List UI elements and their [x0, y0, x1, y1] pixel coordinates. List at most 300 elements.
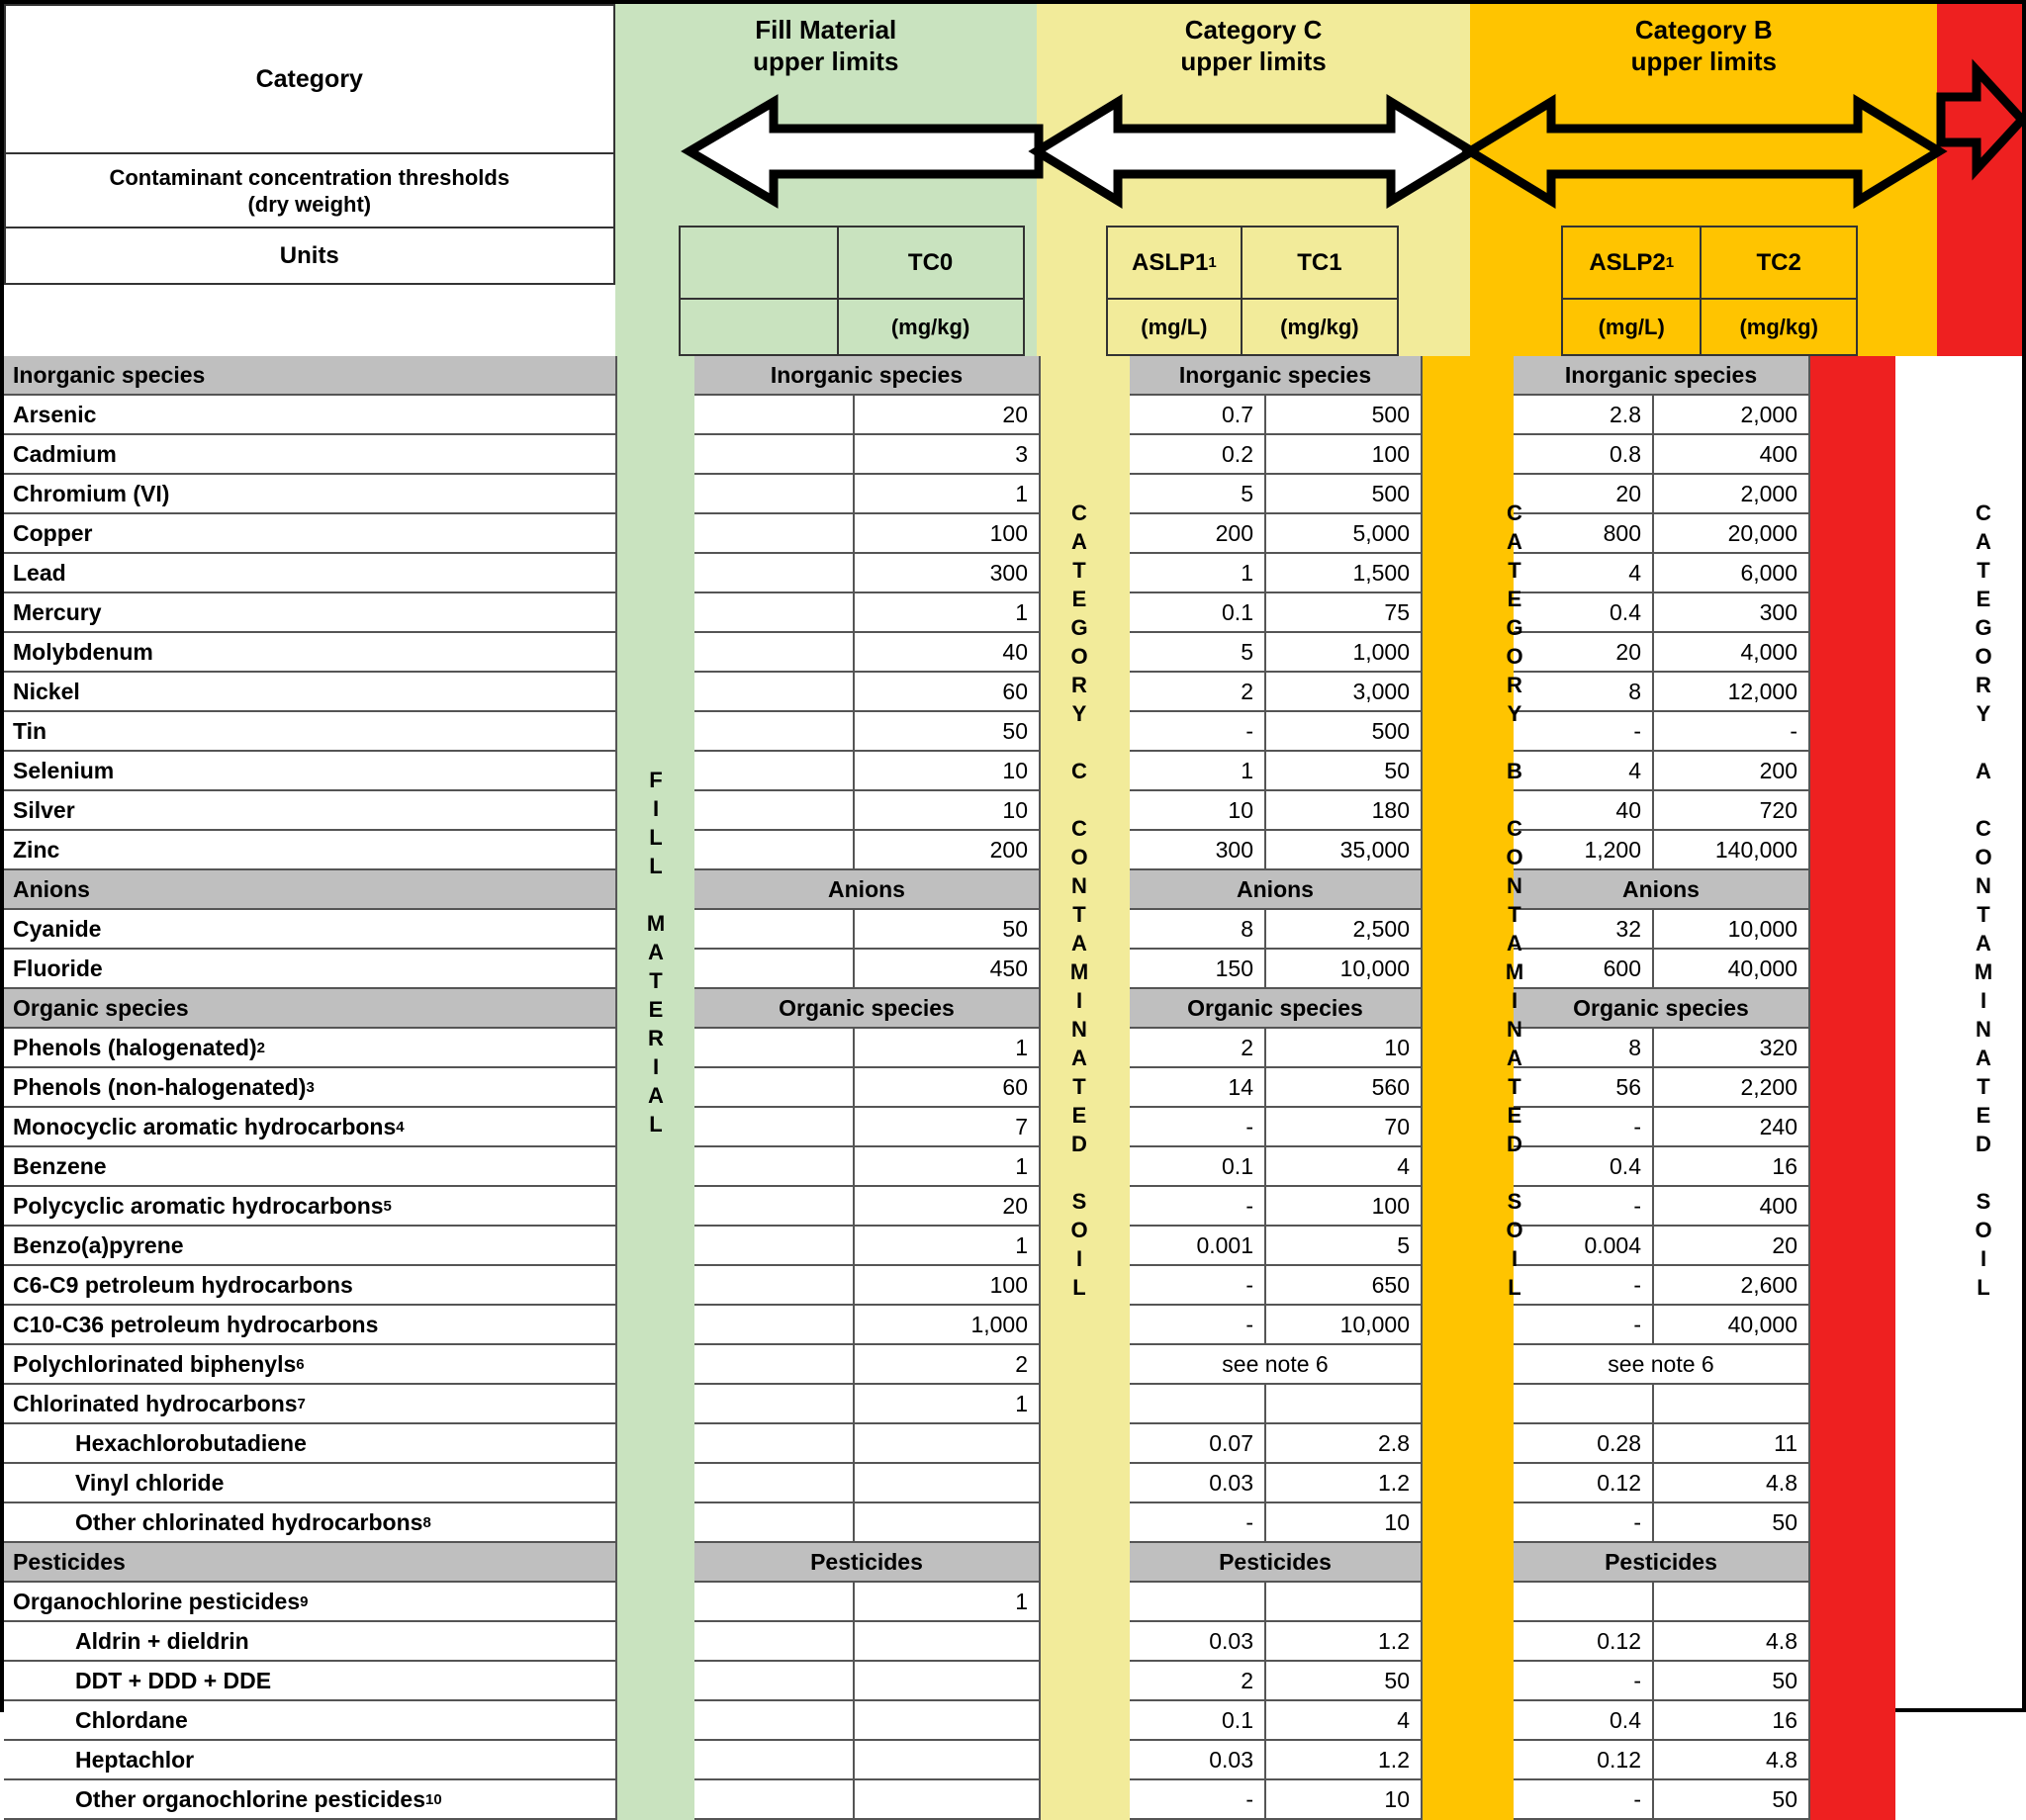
fill-strip — [617, 514, 694, 554]
catc-strip — [1041, 1424, 1130, 1464]
tc0-value: 40 — [855, 633, 1041, 673]
tc1-value: 50 — [1266, 1662, 1423, 1701]
catb-strip — [1423, 989, 1514, 1029]
fill-arrow-area — [615, 77, 1037, 226]
fill-blank-cell — [694, 950, 855, 989]
tc0-value: 1 — [855, 593, 1041, 633]
table-row — [4, 1424, 2022, 1464]
fill-blank-cell — [694, 1622, 855, 1662]
footnote-marker: 8 — [422, 1513, 431, 1531]
tc1-value: 5,000 — [1266, 514, 1423, 554]
tc1-value: 10,000 — [1266, 1306, 1423, 1345]
row-label: Fluoride — [4, 950, 617, 989]
aslp1-value: 0.07 — [1130, 1424, 1266, 1464]
cata-strip — [1810, 950, 1895, 989]
catc-strip — [1041, 356, 1130, 396]
tc0-value: 3 — [855, 435, 1041, 475]
fill-blank-cell — [694, 1424, 855, 1464]
cata-strip — [1810, 1227, 1895, 1266]
row-label: Mercury — [4, 593, 617, 633]
fill-blank-cell — [694, 1662, 855, 1701]
fill-blank-cell — [694, 514, 855, 554]
tc2-value: 720 — [1654, 791, 1810, 831]
tc2-value: 10,000 — [1654, 910, 1810, 950]
table-row — [4, 950, 2022, 989]
catc-strip — [1041, 1306, 1130, 1345]
aslp1-value: 0.03 — [1130, 1741, 1266, 1780]
catc-strip — [1041, 1068, 1130, 1108]
tc1-value: 50 — [1266, 752, 1423, 791]
catb-title-line-2: upper limits — [1630, 46, 1777, 76]
aslp2-value: 0.12 — [1514, 1622, 1654, 1662]
cata-strip — [1810, 1622, 1895, 1662]
cata-strip — [1810, 1187, 1895, 1227]
catc-strip — [1041, 1543, 1130, 1583]
fill-strip — [617, 1266, 694, 1306]
group-label-fill: Pesticides — [694, 1543, 1041, 1583]
table-row — [4, 1345, 2022, 1385]
tc1-value: 10 — [1266, 1029, 1423, 1068]
table-row — [4, 791, 2022, 831]
catc-strip — [1041, 1227, 1130, 1266]
cata-strip — [1810, 1068, 1895, 1108]
tc1-value: 75 — [1266, 593, 1423, 633]
row-label: Phenols (halogenated) 2 — [4, 1029, 617, 1068]
tc2-value: 320 — [1654, 1029, 1810, 1068]
thresholds-line-1: Contaminant concentration thresholds — [109, 164, 510, 190]
catb-strip — [1423, 1503, 1514, 1543]
tc1-value: 10 — [1266, 1503, 1423, 1543]
header-category-a — [1937, 4, 2022, 356]
row-label: Cyanide — [4, 910, 617, 950]
catc-strip — [1041, 1741, 1130, 1780]
cata-strip — [1810, 356, 1895, 396]
catc-title-line-1: Category C — [1184, 15, 1323, 45]
catb-strip — [1423, 475, 1514, 514]
tc2-value: 2,000 — [1654, 396, 1810, 435]
row-label: Vinyl chloride — [4, 1464, 617, 1503]
fill-strip — [617, 1662, 694, 1701]
tc1-value — [1266, 1583, 1423, 1622]
tc0-value: 1 — [855, 1029, 1041, 1068]
tc1-value: 2.8 — [1266, 1424, 1423, 1464]
group-label-category: Inorganic species — [4, 356, 617, 396]
catc-strip — [1041, 1187, 1130, 1227]
catc-strip — [1041, 910, 1130, 950]
vertical-label-fill-material: F I L L M A T E R I A L — [646, 768, 666, 1137]
row-label: Tin — [4, 712, 617, 752]
aslp1-value: 0.001 — [1130, 1227, 1266, 1266]
tc0-value: 10 — [855, 791, 1041, 831]
aslp1-value: 8 — [1130, 910, 1266, 950]
aslp2-value: 4 — [1514, 554, 1654, 593]
cata-strip — [1810, 989, 1895, 1029]
cata-strip — [1810, 1029, 1895, 1068]
aslp2-value: 8 — [1514, 673, 1654, 712]
cata-strip — [1810, 1780, 1895, 1820]
tc0-value — [855, 1622, 1041, 1662]
aslp1-value: - — [1130, 1108, 1266, 1147]
row-label: Benzo(a)pyrene — [4, 1227, 617, 1266]
tc0-value: 1 — [855, 1147, 1041, 1187]
tc1-value: 560 — [1266, 1068, 1423, 1108]
row-label: C6-C9 petroleum hydrocarbons — [4, 1266, 617, 1306]
fill-strip — [617, 1306, 694, 1345]
tc0-value: 100 — [855, 1266, 1041, 1306]
aslp2-value: 32 — [1514, 910, 1654, 950]
cata-strip — [1810, 633, 1895, 673]
tc0-value — [855, 1780, 1041, 1820]
group-label-category: Anions — [4, 870, 617, 910]
cata-strip — [1810, 1385, 1895, 1424]
catb-strip — [1423, 1029, 1514, 1068]
fill-blank-cell — [694, 554, 855, 593]
tc2-value: 50 — [1654, 1503, 1810, 1543]
catb-strip — [1423, 712, 1514, 752]
fill-blank-cell — [694, 1464, 855, 1503]
catc-unit-tc1: (mg/kg) — [1243, 300, 1399, 356]
catb-strip — [1423, 673, 1514, 712]
fill-blank-cell — [694, 1780, 855, 1820]
row-label: Chromium (VI) — [4, 475, 617, 514]
tc1-value: 4 — [1266, 1147, 1423, 1187]
aslp1-value: - — [1130, 712, 1266, 752]
aslp2-value: 1,200 — [1514, 831, 1654, 870]
aslp2-value — [1514, 1385, 1654, 1424]
catc-strip — [1041, 791, 1130, 831]
fill-strip — [617, 1345, 694, 1385]
fill-strip — [617, 831, 694, 870]
tc2-value: 40,000 — [1654, 1306, 1810, 1345]
table-group-row — [4, 356, 2022, 396]
tc1-value: 500 — [1266, 475, 1423, 514]
fill-title-line-1: Fill Material — [755, 15, 897, 45]
tc0-value: 1,000 — [855, 1306, 1041, 1345]
fill-strip — [617, 752, 694, 791]
row-label: DDT + DDD + DDE — [4, 1662, 617, 1701]
cata-strip — [1810, 435, 1895, 475]
group-label-fill: Inorganic species — [694, 356, 1041, 396]
fill-strip — [617, 1227, 694, 1266]
catb-strip — [1423, 435, 1514, 475]
catb-note-cell: see note 6 — [1514, 1345, 1810, 1385]
catc-sub-aslp1: ASLP1 1 — [1106, 226, 1243, 300]
fill-strip — [617, 633, 694, 673]
fill-strip — [617, 712, 694, 752]
footnote-marker: 9 — [300, 1592, 309, 1610]
fill-blank-cell — [694, 791, 855, 831]
table-row — [4, 752, 2022, 791]
tc2-value: 20,000 — [1654, 514, 1810, 554]
catb-strip — [1423, 791, 1514, 831]
tc0-value: 50 — [855, 910, 1041, 950]
catc-strip — [1041, 870, 1130, 910]
catc-unit-aslp1: (mg/L) — [1106, 300, 1243, 356]
catc-strip — [1041, 593, 1130, 633]
fill-strip — [617, 989, 694, 1029]
fill-blank-cell — [694, 910, 855, 950]
fill-blank-cell — [694, 1108, 855, 1147]
aslp2-value: - — [1514, 1306, 1654, 1345]
tc2-value: 300 — [1654, 593, 1810, 633]
group-label-catb: Inorganic species — [1514, 356, 1810, 396]
tc0-value: 20 — [855, 396, 1041, 435]
catb-strip — [1423, 1741, 1514, 1780]
aslp2-value: 800 — [1514, 514, 1654, 554]
aslp2-value: - — [1514, 1187, 1654, 1227]
row-label: Hexachlorobutadiene — [4, 1424, 617, 1464]
catc-strip — [1041, 1622, 1130, 1662]
fill-unit-blank — [679, 300, 839, 356]
catc-strip — [1041, 1780, 1130, 1820]
table-row — [4, 633, 2022, 673]
catb-strip — [1423, 1147, 1514, 1187]
catc-arrow-area — [1037, 77, 1470, 226]
catc-sub-tc1: TC1 — [1243, 226, 1399, 300]
catb-strip — [1423, 1306, 1514, 1345]
fill-blank-cell — [694, 475, 855, 514]
aslp1-value: 14 — [1130, 1068, 1266, 1108]
table-row — [4, 514, 2022, 554]
aslp2-value: - — [1514, 1662, 1654, 1701]
row-label: Molybdenum — [4, 633, 617, 673]
group-label-category: Organic species — [4, 989, 617, 1029]
cata-strip — [1810, 1701, 1895, 1741]
catb-strip — [1423, 1424, 1514, 1464]
cata-arrow-area — [1937, 46, 2022, 194]
catc-strip — [1041, 673, 1130, 712]
cata-strip — [1810, 396, 1895, 435]
tc2-value: 400 — [1654, 1187, 1810, 1227]
fill-strip — [617, 435, 694, 475]
tc1-value: 1.2 — [1266, 1464, 1423, 1503]
tc2-value: 140,000 — [1654, 831, 1810, 870]
fill-strip — [617, 1503, 694, 1543]
group-label-fill: Anions — [694, 870, 1041, 910]
vertical-label-category-a: C A T E G O R Y A C O N T A M I N A T E D S O I L — [1974, 500, 1993, 1300]
tc0-value — [855, 1464, 1041, 1503]
fill-strip — [617, 1108, 694, 1147]
aslp1-value — [1130, 1583, 1266, 1622]
fill-blank-cell — [694, 1266, 855, 1306]
table-row — [4, 1701, 2022, 1741]
tc1-value: 180 — [1266, 791, 1423, 831]
aslp2-value: - — [1514, 1108, 1654, 1147]
table-row — [4, 1662, 2022, 1701]
row-label: Chlordane — [4, 1701, 617, 1741]
tc2-value: 200 — [1654, 752, 1810, 791]
catc-strip — [1041, 396, 1130, 435]
fill-strip — [617, 1780, 694, 1820]
fill-strip — [617, 1147, 694, 1187]
cata-strip — [1810, 1464, 1895, 1503]
fill-strip — [617, 791, 694, 831]
aslp2-value: 8 — [1514, 1029, 1654, 1068]
tc1-value: 650 — [1266, 1266, 1423, 1306]
catc-strip — [1041, 989, 1130, 1029]
group-label-catc: Pesticides — [1130, 1543, 1423, 1583]
row-label: Monocyclic aromatic hydrocarbons 4 — [4, 1108, 617, 1147]
row-label: Organochlorine pesticides 9 — [4, 1583, 617, 1622]
fill-blank-cell — [694, 831, 855, 870]
fill-strip — [617, 1029, 694, 1068]
cata-strip — [1810, 1108, 1895, 1147]
aslp1-value: 0.03 — [1130, 1464, 1266, 1503]
aslp2-value: 2.8 — [1514, 396, 1654, 435]
tc2-value: 40,000 — [1654, 950, 1810, 989]
tc2-value: 50 — [1654, 1662, 1810, 1701]
row-label: Nickel — [4, 673, 617, 712]
table-group-row — [4, 1543, 2022, 1583]
tc1-value: 1,000 — [1266, 633, 1423, 673]
cata-strip — [1810, 1662, 1895, 1701]
catc-title-line-2: upper limits — [1180, 46, 1327, 76]
cata-strip — [1810, 712, 1895, 752]
catb-strip — [1423, 910, 1514, 950]
row-label: Heptachlor — [4, 1741, 617, 1780]
aslp1-value: - — [1130, 1503, 1266, 1543]
aslp1-value: 150 — [1130, 950, 1266, 989]
row-label: Chlorinated hydrocarbons 7 — [4, 1385, 617, 1424]
aslp2-value: 600 — [1514, 950, 1654, 989]
cata-strip — [1810, 593, 1895, 633]
group-label-fill: Organic species — [694, 989, 1041, 1029]
catc-strip — [1041, 752, 1130, 791]
row-label: Silver — [4, 791, 617, 831]
aslp2-value: 0.4 — [1514, 593, 1654, 633]
catb-strip — [1423, 1227, 1514, 1266]
catb-strip — [1423, 396, 1514, 435]
catc-strip — [1041, 1029, 1130, 1068]
header-category-c — [1037, 4, 1470, 356]
aslp2-value: - — [1514, 1503, 1654, 1543]
thresholds-label — [4, 154, 615, 228]
aslp1-value: 1 — [1130, 554, 1266, 593]
tc1-value: 2,500 — [1266, 910, 1423, 950]
tc0-value: 20 — [855, 1187, 1041, 1227]
row-label: Other organochlorine pesticides 10 — [4, 1780, 617, 1820]
table-row — [4, 1622, 2022, 1662]
cata-strip — [1810, 554, 1895, 593]
tc2-value: 50 — [1654, 1780, 1810, 1820]
tc0-value — [855, 1662, 1041, 1701]
table-row — [4, 435, 2022, 475]
table-row — [4, 1306, 2022, 1345]
catc-strip — [1041, 1345, 1130, 1385]
tc2-value: 4.8 — [1654, 1622, 1810, 1662]
catc-strip — [1041, 712, 1130, 752]
aslp1-value — [1130, 1385, 1266, 1424]
tc1-value: 500 — [1266, 396, 1423, 435]
aslp2-value: 0.8 — [1514, 435, 1654, 475]
cata-strip — [1810, 831, 1895, 870]
tc1-value: 35,000 — [1266, 831, 1423, 870]
aslp2-value: 0.12 — [1514, 1741, 1654, 1780]
catb-strip — [1423, 950, 1514, 989]
catb-strip — [1423, 1266, 1514, 1306]
catb-strip — [1423, 1345, 1514, 1385]
table-row — [4, 1068, 2022, 1108]
cata-strip — [1810, 752, 1895, 791]
fill-blank-cell — [694, 1385, 855, 1424]
row-label: Cadmium — [4, 435, 617, 475]
cata-strip — [1810, 1147, 1895, 1187]
tc2-value: 240 — [1654, 1108, 1810, 1147]
tc0-value: 60 — [855, 673, 1041, 712]
catb-strip — [1423, 554, 1514, 593]
tc1-value: 1.2 — [1266, 1741, 1423, 1780]
catb-strip — [1423, 1187, 1514, 1227]
catb-strip — [1423, 1108, 1514, 1147]
catb-sub-aslp2: ASLP2 1 — [1561, 226, 1702, 300]
tc1-value: 5 — [1266, 1227, 1423, 1266]
catc-strip — [1041, 1385, 1130, 1424]
fill-blank-cell — [694, 1345, 855, 1385]
group-label-catb: Anions — [1514, 870, 1810, 910]
tc0-value: 1 — [855, 1385, 1041, 1424]
aslp2-value: 4 — [1514, 752, 1654, 791]
tc0-value — [855, 1424, 1041, 1464]
aslp2-value: 0.28 — [1514, 1424, 1654, 1464]
tc0-value: 7 — [855, 1108, 1041, 1147]
aslp1-value: 300 — [1130, 831, 1266, 870]
catb-strip — [1423, 1583, 1514, 1622]
catc-note-cell: see note 6 — [1130, 1345, 1423, 1385]
aslp2-value: 20 — [1514, 475, 1654, 514]
tc0-value: 60 — [855, 1068, 1041, 1108]
catc-strip — [1041, 1266, 1130, 1306]
table-row — [4, 1780, 2022, 1820]
tc1-value: 70 — [1266, 1108, 1423, 1147]
fill-blank-cell — [694, 1741, 855, 1780]
tc1-value: 1.2 — [1266, 1622, 1423, 1662]
vertical-label-category-c: C A T E G O R Y C C O N T A M I N A T E D S O I L — [1069, 500, 1089, 1300]
aslp1-value: 0.1 — [1130, 593, 1266, 633]
footnote-marker: 2 — [256, 1039, 265, 1056]
arrow-right-icon — [1937, 46, 2022, 194]
row-label: C10-C36 petroleum hydrocarbons — [4, 1306, 617, 1345]
table-row — [4, 1147, 2022, 1187]
fill-strip — [617, 673, 694, 712]
table-row — [4, 1503, 2022, 1543]
catb-strip — [1423, 1464, 1514, 1503]
table-group-row — [4, 989, 2022, 1029]
tc1-value: 4 — [1266, 1701, 1423, 1741]
group-label-catc: Anions — [1130, 870, 1423, 910]
aslp1-value: - — [1130, 1306, 1266, 1345]
catb-strip — [1423, 356, 1514, 396]
aslp1-value: 0.03 — [1130, 1622, 1266, 1662]
aslp2-value: 0.12 — [1514, 1464, 1654, 1503]
table-row — [4, 1385, 2022, 1424]
aslp1-value: 2 — [1130, 1662, 1266, 1701]
arrow-double-icon — [1037, 77, 1472, 226]
fill-blank-cell — [694, 1068, 855, 1108]
fill-blank-cell — [694, 1187, 855, 1227]
cata-strip — [1810, 673, 1895, 712]
footnote-marker: 10 — [425, 1790, 442, 1808]
catb-strip — [1423, 1662, 1514, 1701]
cata-strip — [1810, 1583, 1895, 1622]
fill-blank-cell — [694, 712, 855, 752]
catb-strip — [1423, 633, 1514, 673]
catb-strip — [1423, 1701, 1514, 1741]
row-label: Benzene — [4, 1147, 617, 1187]
tc2-value: 2,600 — [1654, 1266, 1810, 1306]
table-row — [4, 1464, 2022, 1503]
aslp2-value: 20 — [1514, 633, 1654, 673]
fill-strip — [617, 1464, 694, 1503]
